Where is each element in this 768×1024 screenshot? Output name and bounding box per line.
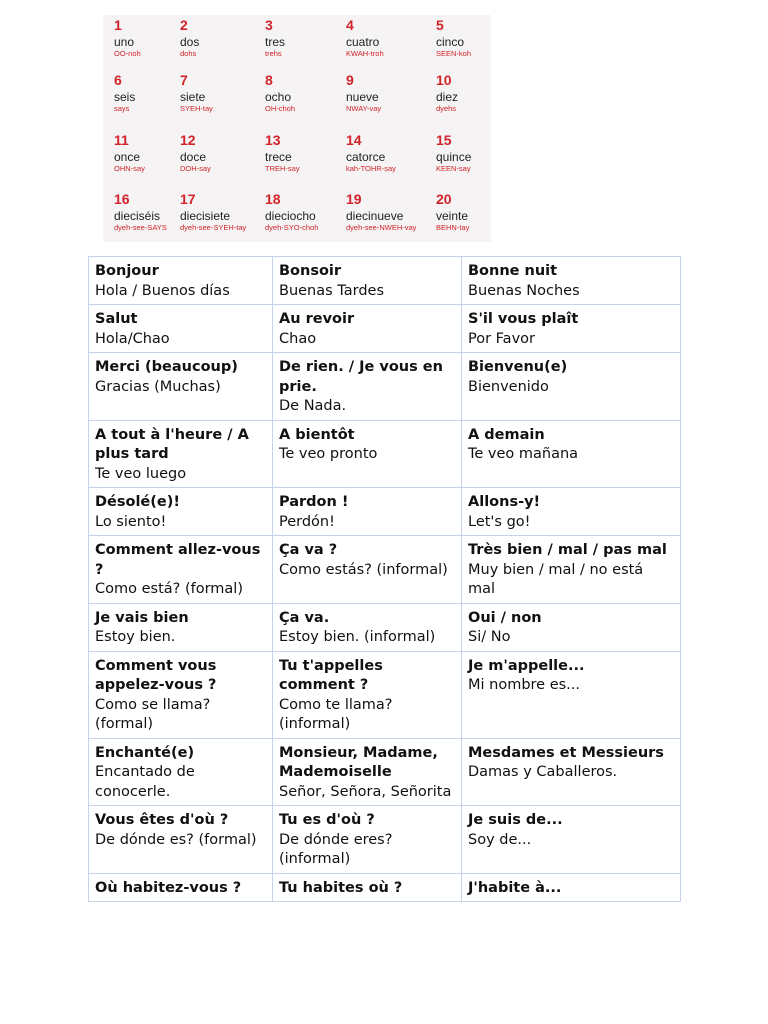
phrase-cell — [89, 353, 273, 421]
number-digit: 19 — [346, 191, 362, 207]
number-digit: 1 — [114, 17, 122, 33]
number-word: siete — [180, 90, 206, 104]
phrase-cell — [273, 806, 462, 874]
number-word: catorce — [346, 150, 386, 164]
number-word: doce — [180, 150, 207, 164]
table-row — [89, 488, 681, 536]
number-item — [180, 133, 258, 173]
spanish-translation: Estoy bien. (informal) — [279, 629, 436, 645]
phrase-cell — [89, 651, 273, 738]
number-digit: 15 — [436, 132, 452, 148]
number-pronunciation: dyeh-see-NWEH-vay — [346, 223, 417, 232]
french-phrase: Monsieur, Madame, Mademoiselle — [279, 744, 438, 780]
number-word: diecinueve — [346, 209, 404, 223]
spanish-translation: Gracias (Muchas) — [95, 378, 221, 395]
french-phrase: De rien. / Je vous en prie. — [279, 359, 443, 395]
french-phrase: Où habitez-vous ? — [95, 879, 242, 896]
number-digit: 10 — [436, 72, 452, 88]
number-item — [436, 18, 514, 58]
phrase-cell — [462, 353, 681, 421]
french-phrase: Désolé(e)! — [95, 494, 180, 510]
number-pronunciation: NWAY-vay — [346, 104, 382, 113]
number-digit: 3 — [265, 17, 273, 33]
number-word: seis — [114, 90, 136, 104]
number-word: nueve — [346, 90, 379, 104]
number-digit: 12 — [180, 132, 196, 148]
french-phrase: Tu es d'où ? — [279, 812, 375, 828]
number-item — [265, 73, 343, 113]
phrase-table — [88, 256, 681, 902]
spanish-translation: Si/ No — [468, 629, 511, 645]
spanish-translation: Hola/Chao — [95, 330, 170, 347]
spanish-translation: Por Favor — [468, 330, 535, 347]
spanish-translation: Estoy bien. — [95, 629, 176, 645]
number-digit: 13 — [265, 132, 281, 148]
french-phrase: Comment allez-vous ? — [95, 542, 261, 578]
phrase-cell — [89, 488, 273, 536]
french-phrase: A tout à l'heure / A plus tard — [95, 426, 249, 462]
phrase-cell — [462, 806, 681, 874]
spanish-translation: Como está? (formal) — [95, 581, 243, 597]
spanish-translation: Muy bien / mal / no está mal — [468, 561, 644, 597]
spanish-translation: Como se llama? (formal) — [95, 696, 211, 732]
number-pronunciation: trehs — [265, 49, 282, 58]
number-pronunciation: kah-TOHR-say — [346, 164, 396, 173]
table-row — [89, 420, 681, 488]
phrase-cell — [273, 738, 462, 806]
number-pronunciation: OHN-say — [114, 164, 145, 173]
number-pronunciation: dohs — [180, 49, 197, 58]
french-phrase: Ça va ? — [279, 542, 338, 558]
table-row — [89, 806, 681, 874]
french-phrase: Vous êtes d'où ? — [95, 812, 229, 828]
french-phrase: Très bien / mal / pas mal — [468, 542, 667, 558]
number-item — [436, 73, 514, 113]
number-word: dos — [180, 35, 200, 49]
french-phrase: Salut — [95, 311, 138, 327]
number-item — [180, 73, 258, 113]
number-pronunciation: BEHN-tay — [436, 223, 470, 232]
french-phrase: Tu habites où ? — [279, 879, 403, 896]
phrase-cell — [273, 353, 462, 421]
number-item — [346, 133, 424, 173]
spanish-translation: Perdón! — [279, 513, 335, 530]
phrase-cell — [462, 651, 681, 738]
number-digit: 7 — [180, 72, 188, 88]
table-row — [89, 257, 681, 305]
number-word: dieciocho — [265, 209, 316, 223]
phrase-cell — [462, 536, 681, 604]
number-pronunciation: OH-choh — [265, 104, 296, 113]
french-phrase: Ça va. — [279, 609, 330, 626]
number-item — [436, 192, 514, 232]
phrase-cell — [462, 738, 681, 806]
french-phrase: Pardon ! — [279, 494, 349, 510]
number-word: veinte — [436, 209, 469, 223]
spanish-translation: De Nada. — [279, 398, 347, 414]
french-phrase: A bientôt — [279, 426, 355, 443]
number-digit: 5 — [436, 17, 444, 33]
french-phrase: Au revoir — [279, 311, 355, 327]
spanish-translation: Te veo pronto — [279, 446, 378, 462]
french-phrase: Tu t'appelles comment ? — [279, 657, 383, 693]
phrase-cell — [89, 536, 273, 604]
phrase-cell — [89, 873, 273, 902]
spanish-translation: Let's go! — [468, 513, 531, 530]
number-digit: 6 — [114, 72, 122, 88]
number-digit: 17 — [180, 191, 196, 207]
number-word: quince — [436, 150, 472, 164]
number-word: diez — [436, 90, 459, 104]
spanish-translation: De dónde es? (formal) — [95, 831, 257, 848]
number-digit: 8 — [265, 72, 273, 88]
french-phrase: Je suis de... — [468, 812, 563, 828]
number-pronunciation: dyeh-see-SYEH-tay — [180, 223, 247, 232]
number-word: cinco — [436, 35, 465, 49]
numbers-grid — [103, 15, 491, 242]
french-phrase: Bienvenu(e) — [468, 359, 568, 375]
spanish-translation: Mi nombre es... — [468, 677, 581, 693]
table-row — [89, 603, 681, 651]
number-item — [346, 192, 424, 232]
phrase-cell — [273, 305, 462, 353]
spanish-translation: Soy de... — [468, 831, 532, 848]
table-row — [89, 651, 681, 738]
number-word: tres — [265, 35, 286, 49]
french-phrase: J'habite à... — [468, 879, 562, 896]
spanish-translation: De dónde eres? (informal) — [279, 831, 393, 867]
french-phrase: Bonjour — [95, 263, 159, 279]
phrase-cell — [89, 806, 273, 874]
phrase-cell — [89, 420, 273, 488]
phrase-cell — [89, 603, 273, 651]
phrase-cell — [462, 305, 681, 353]
number-digit: 2 — [180, 17, 188, 33]
number-digit: 16 — [114, 191, 130, 207]
spanish-translation: Como te llama? (informal) — [279, 696, 393, 732]
number-digit: 20 — [436, 191, 452, 207]
phrase-cell — [273, 257, 462, 305]
spanish-translation: Encantado de conocerle. — [95, 764, 195, 800]
number-digit: 4 — [346, 17, 354, 33]
number-pronunciation: TREH-say — [265, 164, 300, 173]
spanish-translation: Chao — [279, 330, 317, 347]
phrase-cell — [462, 420, 681, 488]
spanish-translation: Buenas Tardes — [279, 282, 385, 299]
phrase-cell — [462, 603, 681, 651]
spanish-translation: Te veo luego — [95, 465, 187, 482]
table-row — [89, 873, 681, 902]
number-word: ocho — [265, 90, 292, 104]
spanish-translation: Lo siento! — [95, 513, 167, 530]
number-digit: 18 — [265, 191, 281, 207]
french-phrase: Je m'appelle... — [468, 657, 585, 674]
french-phrase: A demain — [468, 426, 545, 443]
number-word: trece — [265, 150, 292, 164]
number-pronunciation: SYEH-tay — [180, 104, 213, 113]
phrase-cell — [89, 257, 273, 305]
phrase-cell — [462, 873, 681, 902]
number-word: cuatro — [346, 35, 380, 49]
number-pronunciation: SEEN-koh — [436, 49, 472, 58]
number-item — [180, 192, 258, 232]
phrase-cell — [89, 305, 273, 353]
number-item — [346, 18, 424, 58]
table-row — [89, 738, 681, 806]
number-word: dieciséis — [114, 209, 161, 223]
spanish-translation: Hola / Buenos días — [95, 282, 230, 299]
spanish-translation: Como estás? (informal) — [279, 561, 448, 578]
phrase-cell — [273, 420, 462, 488]
table-row — [89, 353, 681, 421]
spanish-translation: Buenas Noches — [468, 282, 580, 299]
phrase-cell — [462, 488, 681, 536]
number-word: uno — [114, 35, 135, 49]
number-pronunciation: says — [114, 104, 130, 113]
french-phrase: Bonne nuit — [468, 263, 558, 279]
french-phrase: Oui / non — [468, 609, 542, 626]
table-row — [89, 536, 681, 604]
number-pronunciation: OO-noh — [114, 49, 141, 58]
number-item — [265, 133, 343, 173]
number-item — [180, 18, 258, 58]
spanish-translation: Bienvenido — [468, 378, 549, 395]
number-pronunciation: dyeh-SYO-choh — [265, 223, 319, 232]
number-item — [346, 73, 424, 113]
number-pronunciation: DOH-say — [180, 164, 211, 173]
number-pronunciation: dyehs — [436, 104, 457, 113]
number-digit: 11 — [114, 132, 129, 148]
french-phrase: Allons-y! — [468, 494, 541, 510]
phrase-cell — [273, 536, 462, 604]
number-digit: 14 — [346, 132, 362, 148]
french-phrase: Enchanté(e) — [95, 744, 195, 761]
spanish-translation: Damas y Caballeros. — [468, 764, 618, 780]
number-item — [265, 18, 343, 58]
number-word: diecisiete — [180, 209, 231, 223]
phrase-cell — [273, 488, 462, 536]
numbers-chart — [103, 15, 491, 242]
spanish-translation: Te veo mañana — [468, 446, 579, 462]
phrase-cell — [273, 873, 462, 902]
number-digit: 9 — [346, 72, 354, 88]
number-item — [436, 133, 514, 173]
number-pronunciation: KEEN-say — [436, 164, 471, 173]
phrase-cell — [273, 651, 462, 738]
phrase-cell — [462, 257, 681, 305]
french-phrase: Merci (beaucoup) — [95, 359, 238, 375]
french-phrase: Je vais bien — [95, 609, 189, 626]
phrase-cell — [273, 603, 462, 651]
spanish-translation: Señor, Señora, Señorita — [279, 783, 452, 800]
number-pronunciation: dyeh-see-SAYS — [114, 223, 167, 232]
number-item — [265, 192, 343, 232]
french-phrase: Mesdames et Messieurs — [468, 744, 664, 761]
french-phrase: Comment vous appelez-vous ? — [95, 657, 217, 693]
table-row — [89, 305, 681, 353]
french-phrase: Bonsoir — [279, 263, 342, 279]
phrase-cell — [89, 738, 273, 806]
french-phrase: S'il vous plaît — [468, 311, 579, 327]
number-pronunciation: KWAH-troh — [346, 49, 384, 58]
number-word: once — [114, 150, 141, 164]
